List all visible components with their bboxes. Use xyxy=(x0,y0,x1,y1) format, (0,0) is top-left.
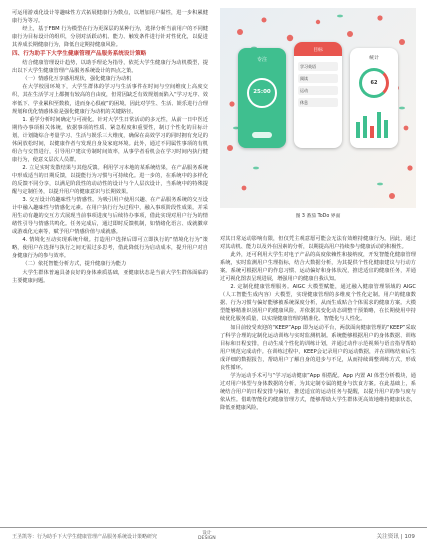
paragraph: 结合健康管理设计趋势，以助手理论为指导，依托大学生健康行为动机模型，提出以下大学生健康管理产品服务系统设计的四点之策。 xyxy=(12,60,208,75)
timer-label: 专注 xyxy=(256,57,267,63)
page-footer xyxy=(0,527,427,551)
stats-value: 62 xyxy=(370,80,378,86)
paragraph: 1. 重学分析时间确定与可视化。针对大学生日常活动的多元性，从前一日中医近期待办事项相关体统，依据事项的性质、紧急程度和重要性，制订个性化的目标计划，计划随综合考量学习、生活与娱乐三大维度，确保在高效学习的同时拥有充足的休闲放松时间，以健康作者与发现自身及家庭环境。此外，通过不同属性事项的有机组合与交替进行，引导用户建议劳制时间效率，从事学者看机会在学习时间内执行健康行为，使意义层次人员群。 xyxy=(12,116,208,163)
journal-name: 设计 xyxy=(202,531,212,536)
goal-item[interactable]: 阅读 xyxy=(298,74,338,83)
paragraph: 2. 定制化健康管理服务。AIGC 大模型赋能，通过融入健康管理领域的 AIGC（人工智能生成内容）大模型，实现健康管理的多维度个性化定制。用户的健康数据、行为习惯与偏好能够被系统深度分析，从而生成贴合个体需求的健康方案。大模型能够精准识别用户的健康风险，并依据其变化动态调整干预策略，在长期使用中持续优化服务质量，以实现健康管理的精准化、智能化与人性化。 xyxy=(220,284,416,323)
right-text-column xyxy=(220,235,416,412)
page-number: 关注资讯 | 109 xyxy=(376,534,415,540)
paragraph: 2. 立足实时发散结果与其他反馈。利用学习本地的某系统结果，在产品服务系统中形成适当的日期反馈，以提能行为习惯与可持续化。进一步的，在系统中的多样化的反馈不同分享，以满足阶段性的动动性的设计与个人层次设计，当系统中的特殊提醒与定制任务，以提升用户的健康意识与长期效果。 xyxy=(12,164,208,196)
paragraph: 如目前较受欢迎的“KEEP”App 即为运动平台，两款面向健康管理的“KEEP”采取了科学合理的定制化运动训练与实时监测机制。系统能够根据用户的身体数据、训练目标和日程安排，自动生成个性化的训练计划，并通过动作示范视频与语音指导帮助用户规范完成动作。在训练过程中，KEEP会记录用户的运动数据，并在训练结束后生成详细的数据报告，帮助用户了解自身的进步与不足，从而持续调整训练方式，形成良性循环。 xyxy=(220,324,416,371)
section-heading: 四、行为助手下大学生健康管理产品服务系统设计策略 xyxy=(12,51,147,58)
goal-item[interactable]: 休息 xyxy=(298,98,338,107)
paragraph: 4. 情境化互动实现系统升级。打造用户选择后即可立即执行的“情境化行为”策略，使用户在选择与执行之间无需过多思考，借此降低行为启动成本，提升用户对自身健康行为的参与效率。 xyxy=(12,237,208,260)
subsection-heading: （一）情感化互享感用现状，强化健康行为动机 xyxy=(22,76,132,83)
goal-item[interactable]: 运动 xyxy=(298,86,338,95)
phone-screen-stats xyxy=(350,48,398,148)
paragraph: 对其日常运动影响有限，但仅凭主观意愿可能会无法有效维持健康行为。因此，通过对其动机、能力以及外在因素的分析，以期提高用户持续参与健康活动的积极性。 xyxy=(220,236,416,251)
stats-title: 统计 xyxy=(369,56,379,61)
paragraph: 在大学校园环境下，大学生群体的学习与生活事件在时间与空间维度上高度交织，其在生活学习上都拥有较高的自由度，但常因缺乏有效规划而陷入“学习无序、效率低下、学业累积至数救，进而身心俱疲”的困境。因此对学生、生活、娱乐进行合理规划和优化情感体验是强化健康行为动机的关键路径。 xyxy=(12,84,208,115)
app-screenshot-figure xyxy=(220,8,416,208)
paragraph: 可运用游戏化设计等趣味性方式拓展健康行为数点，以增加用户黏性，进一步积累健康行为等习。 xyxy=(12,10,208,25)
start-button[interactable] xyxy=(252,132,272,138)
paragraph: 学为运动手术可与“学习运动健康”App 相搭配。App 内置 AI 体型分析模块，通过对用户体型与身体数据的分析，为其定制专属的健身与饮食方案。在此基础上，系统结合用户的日程安排与偏好，推送适宜的运动任务与提醒，以提升用户的参与度与依从性。借助智能化的健康管理方式，能够帮助大学生群体更高效地维持健康状态，降低亚健康风险。 xyxy=(220,372,416,411)
figure-caption: 图 3 番茄 ToDo 界面 xyxy=(295,214,341,219)
paragraph: 经上，基于FBM 行为模型在行为更深层的某种行为，选择分析当前用户的不同健康行为目标设计的组织，分别对活跃动机、能力、触发条件进行针对性优化，以促进其养成长期健康行为，降低自定期持健康风险。 xyxy=(12,26,208,49)
timer-value: 25:00 xyxy=(253,89,271,95)
subsection-heading: （二）依托智能分析方式，提升健康行为能力 xyxy=(22,261,127,268)
journal-name-en: DESIGN xyxy=(198,536,216,542)
paragraph: 此外，还可利用大学生对电子产品的高度依赖性和接纳度，开发智能化健康管理系统，实时监测用户生理指标，结合大数据分析，为其提供个性化健康建议与行动方案。系统可根据用户的作息习惯、运动偏好和身体状况，推送适宜的健康任务，并通过可视化图表呈现进展，增强用户的健康自我认知。 xyxy=(220,252,416,283)
goals-title: 目标 xyxy=(313,48,323,53)
paragraph: 3. 交互设计的趣味性与情感性。为吸引用户使用兴趣、在产品服务系统的交互设计中融入趣味性与情感化元素。在用户执行行为过程中，融入事项阶段性成果。并采用生动有趣的交互方式展现当前事项进度与后续待办事项，借此实现对用户行为的情绪性引导与情感共鸣化。任务完成后，通过即时反馈机制，如情绪化语言、成就徽章或游戏化元素等，赋予用户情感价值与成就感。 xyxy=(12,197,208,236)
phone-screen-timer xyxy=(238,48,286,148)
footer-article-title: 王圣凯等：行为助手下大学生健康管理产品服务系统设计策略研究 xyxy=(12,534,158,540)
stats-bars xyxy=(354,108,394,138)
left-text-column xyxy=(12,9,208,285)
phone-screen-goals xyxy=(294,42,342,148)
paragraph: 大学生群体普遍具备良好的身体素质基础，亚健康状态是当前大学生群体面临的主要健康问题。 xyxy=(12,269,208,284)
goal-item[interactable]: 学习英语 xyxy=(298,62,338,71)
footer-journal-logo xyxy=(198,531,216,542)
